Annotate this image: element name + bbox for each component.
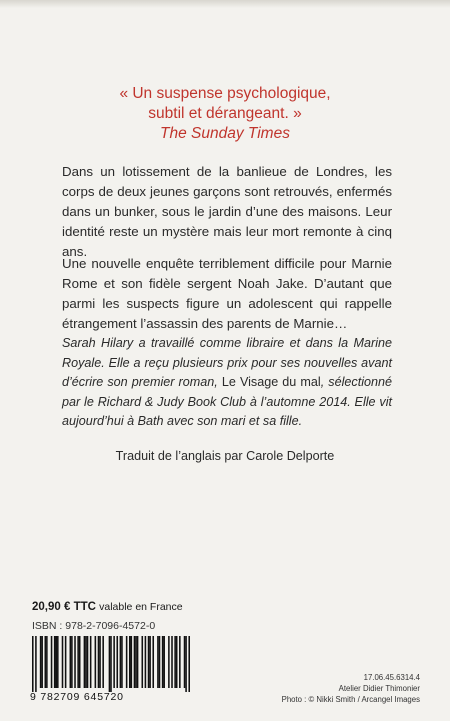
barcode-bar xyxy=(171,636,173,688)
barcode-bar xyxy=(79,636,81,688)
barcode-bar xyxy=(54,636,56,688)
barcode-bar xyxy=(65,636,67,688)
isbn-text: ISBN : 978-2-7096-4572-0 xyxy=(32,620,156,632)
barcode-bar xyxy=(51,636,53,688)
barcode-bar xyxy=(185,636,187,692)
barcode-bar xyxy=(70,636,72,688)
barcode-bar xyxy=(57,636,59,688)
bio-text-2: , sélectionné par le Richard & Judy Book Club à l’automne 2014. Elle vit aujourd’hui à Bath avec son mari et sa fille. xyxy=(62,375,393,428)
barcode-bar xyxy=(188,636,190,692)
barcode-bar xyxy=(85,636,87,688)
barcode-bars xyxy=(32,636,190,692)
barcode-bar xyxy=(90,636,92,688)
bio-book-title: Le Visage du mal xyxy=(221,375,321,389)
barcode-bar xyxy=(40,636,42,688)
quote-line-1: « Un suspense psychologique, xyxy=(119,85,331,102)
barcode-bar xyxy=(176,636,178,688)
quote-source: The Sunday Times xyxy=(160,125,290,142)
barcode-bar xyxy=(135,636,137,688)
barcode-bar xyxy=(32,636,34,692)
barcode-bar xyxy=(71,636,73,688)
quote-line-2: subtil et dérangeant. » xyxy=(148,105,302,122)
credits xyxy=(282,672,420,705)
barcode-bar xyxy=(129,636,131,688)
barcode-bar xyxy=(110,636,112,692)
top-edge-shadow xyxy=(0,0,450,8)
price-note: valable en France xyxy=(99,601,183,613)
barcode-bar xyxy=(55,636,57,688)
barcode-bar xyxy=(149,636,151,688)
barcode-bar xyxy=(157,636,159,688)
barcode-bar xyxy=(46,636,48,688)
author-bio xyxy=(62,334,392,432)
barcode-bar xyxy=(137,636,139,688)
barcode-bar xyxy=(45,636,47,688)
barcode-bar xyxy=(77,636,79,688)
barcode-bar xyxy=(41,636,43,688)
barcode-bar xyxy=(142,636,144,688)
barcode-bar xyxy=(113,636,115,688)
barcode-bar xyxy=(162,636,164,688)
barcode-bar xyxy=(134,636,136,688)
price-line xyxy=(32,601,183,613)
barcode-bar xyxy=(174,636,176,688)
barcode-digits: 9 782709 645720 xyxy=(30,691,124,703)
barcode-bar xyxy=(87,636,89,688)
synopsis-paragraph-1: Dans un lotissement de la banlieue de Londres, les corps de deux jeunes garçons sont retrouvés, enfermés dans un bunker, sous le jardin d’une des maisons. Leur identité reste un mystère mais leur mort remonte à cinq ans. xyxy=(62,164,392,259)
barcode-bar xyxy=(168,636,170,688)
press-quote xyxy=(110,84,340,144)
barcode-bar xyxy=(121,636,123,688)
barcode-bar xyxy=(145,636,147,688)
barcode-bar xyxy=(126,636,128,688)
barcode-bar xyxy=(159,636,161,688)
barcode-bar xyxy=(62,636,64,688)
barcode-bar xyxy=(116,636,118,688)
translation-credit: Traduit de l’anglais par Carole Delporte xyxy=(115,449,335,463)
barcode-bar xyxy=(84,636,86,688)
barcode-bar xyxy=(184,636,186,688)
credit-photo: Photo : © Nikki Smith / Arcangel Images xyxy=(281,695,420,704)
barcode-bar xyxy=(120,636,122,688)
barcode-bar xyxy=(131,636,133,688)
barcode-bar xyxy=(99,636,101,688)
barcode-bar xyxy=(98,636,100,688)
credit-code: 17.06.45.6314.4 xyxy=(363,673,420,682)
barcode-bar xyxy=(35,636,37,692)
barcode-bar xyxy=(74,636,76,688)
synopsis-paragraph-2: Une nouvelle enquête terriblement difficile pour Marnie Rome et son fidèle sergent Noah Jake. D’autant que parmi les suspects figure un adolescent qui rappelle étrangement l’assassin des parents de Marnie… xyxy=(62,256,392,331)
barcode-bar xyxy=(152,636,154,688)
price-amount: 20,90 € TTC xyxy=(32,601,96,613)
barcode-bar xyxy=(109,636,111,692)
barcode-bar xyxy=(148,636,150,688)
bio-text-1: Sarah Hilary a travaillé comme libraire et dans la Marine Royale. Elle a reçu plusieurs prix pour ses nouvelles avant d’écrire son premier roman, xyxy=(62,336,392,389)
credit-atelier: Atelier Didier Thimonier xyxy=(338,684,420,693)
barcode-bar xyxy=(163,636,165,688)
barcode-bar xyxy=(102,636,104,688)
barcode-bar xyxy=(95,636,97,688)
barcode-bar xyxy=(179,636,181,688)
